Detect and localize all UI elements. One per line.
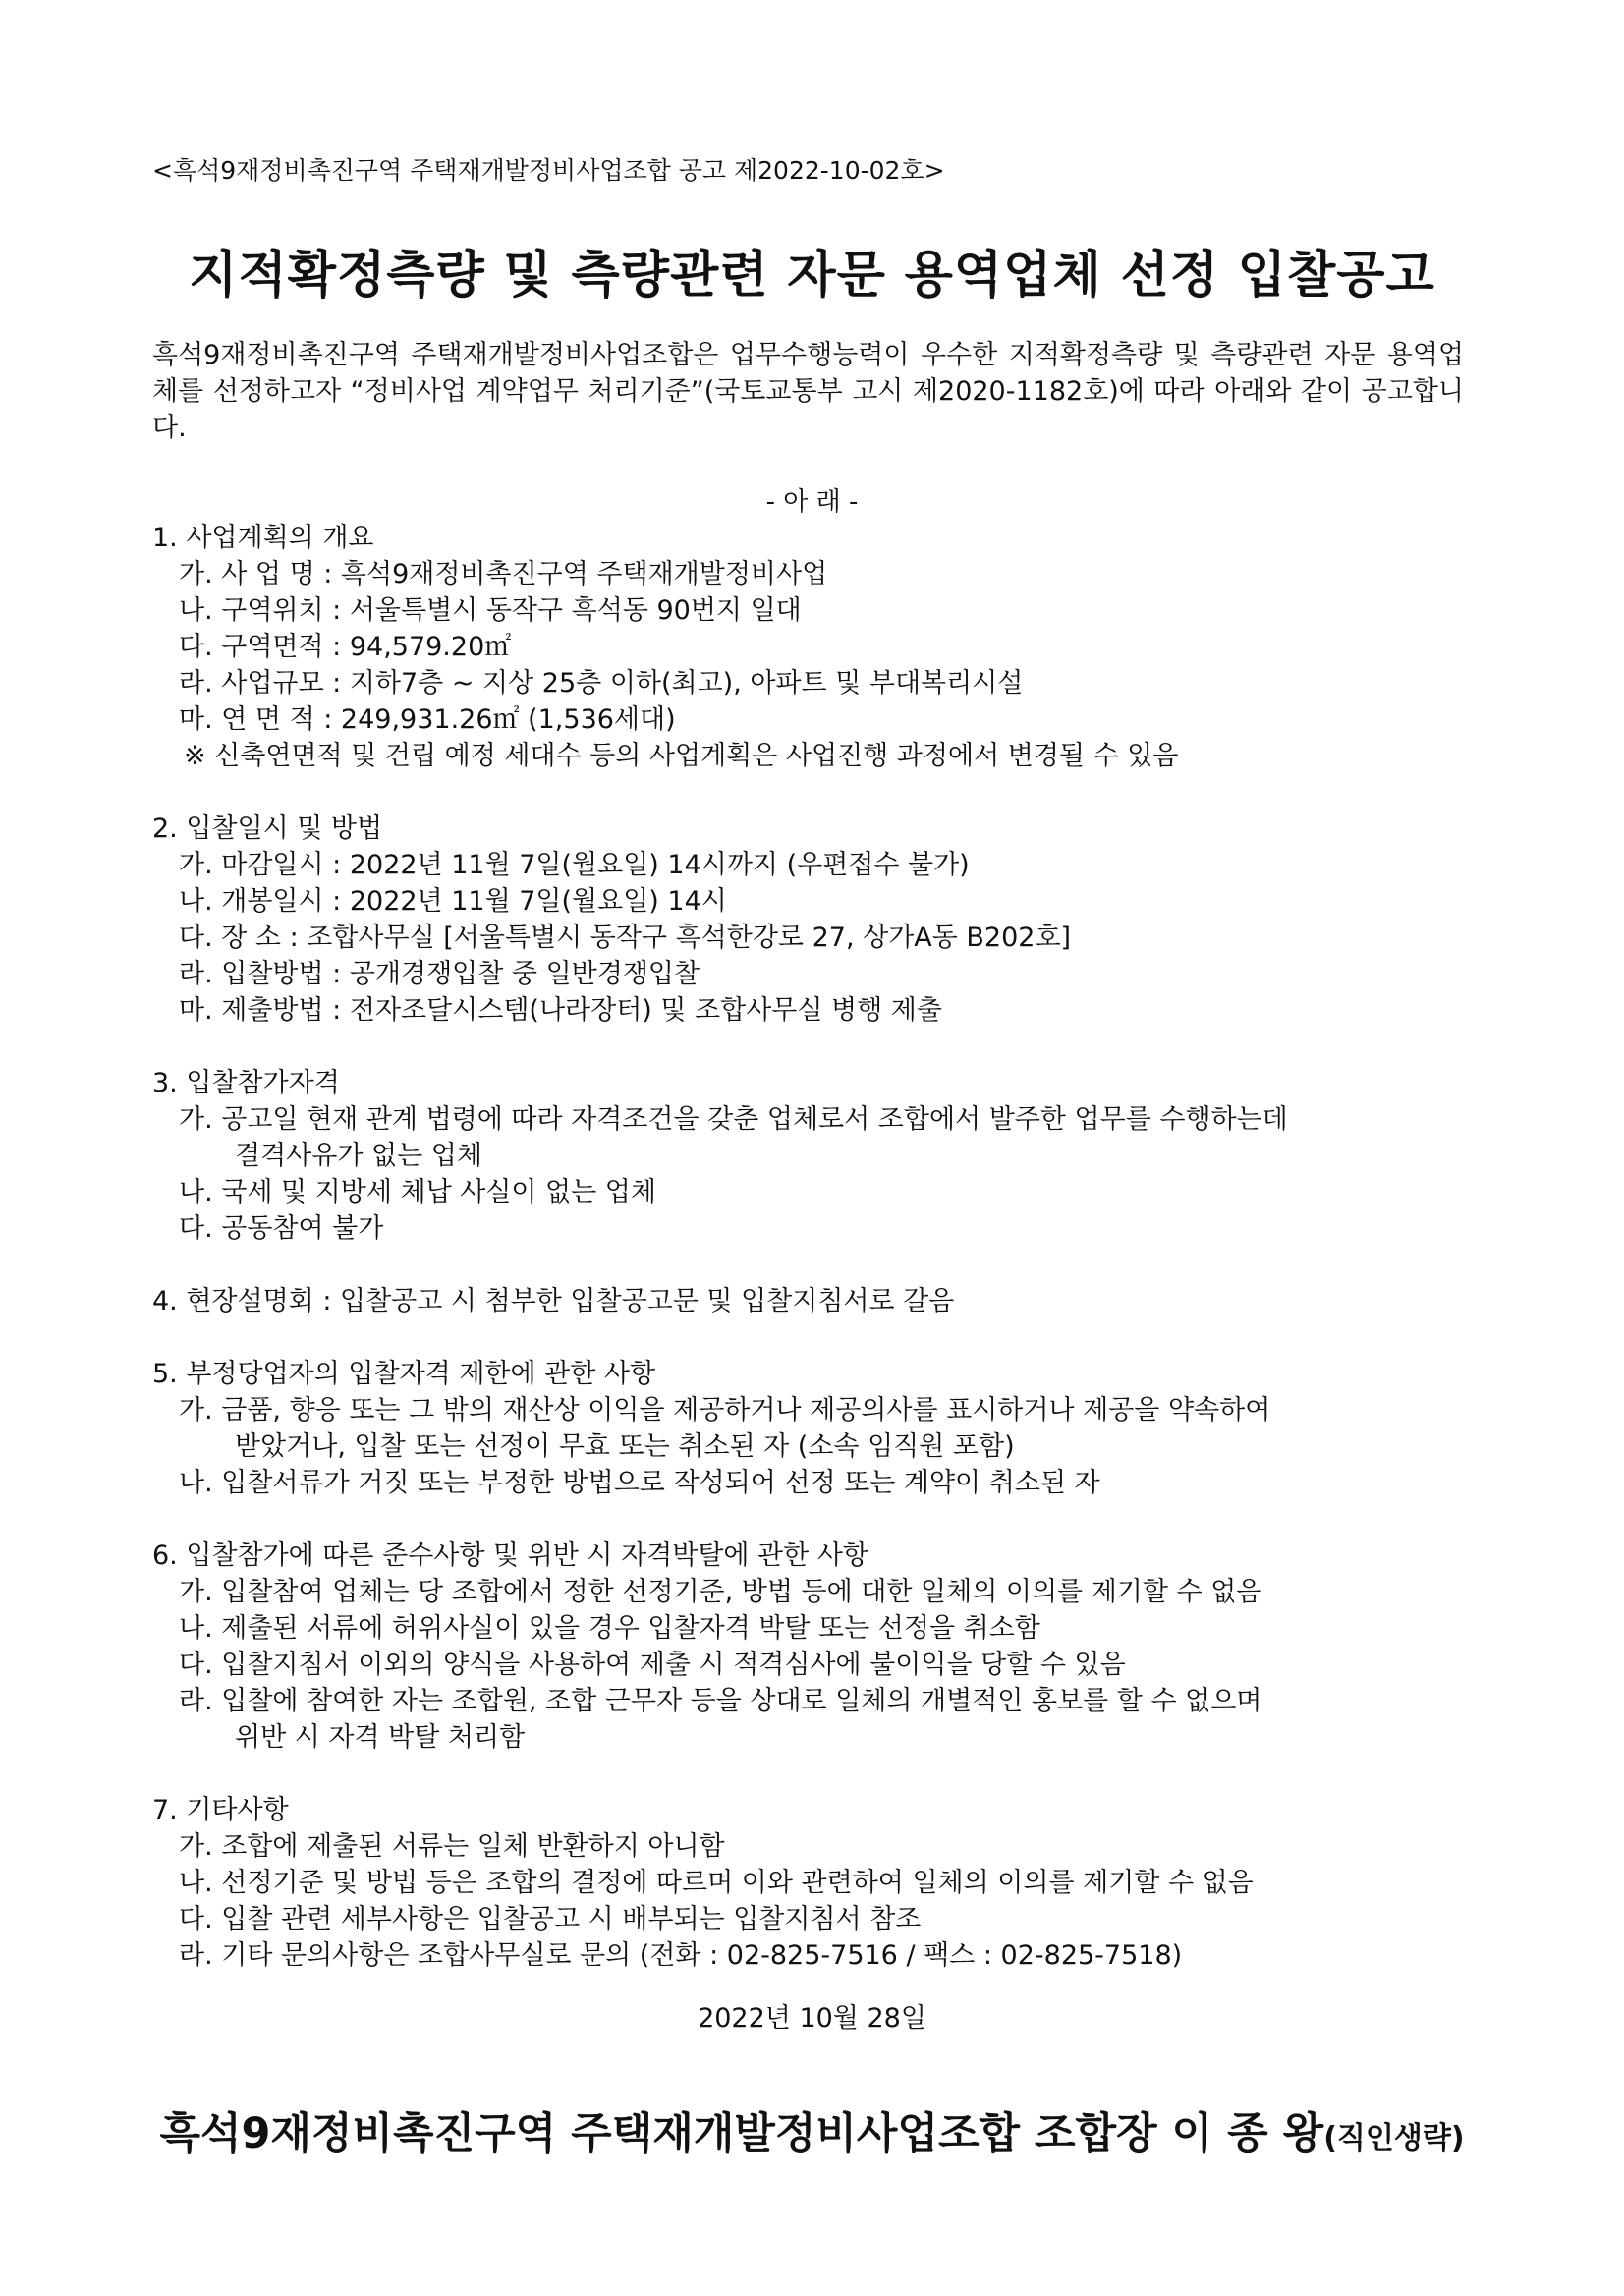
below-marker: - 아 래 - <box>765 487 859 517</box>
list-item: 다. 구역면적 : 94,579.20㎡ <box>179 632 512 662</box>
section-disqualification <box>152 1356 1469 1501</box>
list-item-continuation: 결격사유가 없는 업체 <box>235 1141 482 1171</box>
list-item: 마. 연 면 적 : 249,931.26㎡ (1,536세대) <box>179 704 676 735</box>
list-item: 라. 입찰에 참여한 자는 조합원, 조합 근무자 등을 상대로 일체의 개별적인 홍보를 할 수 없으며 <box>179 1686 1262 1716</box>
list-item: 다. 장 소 : 조합사무실 [서울특별시 동작구 흑석한강로 27, 상가A동 B202호] <box>179 923 1072 953</box>
list-item: 다. 입찰지침서 이외의 양식을 사용하여 제출 시 적격심사에 불이익을 당할 수 있음 <box>179 1650 1126 1680</box>
list-item: 나. 선정기준 및 방법 등은 조합의 결정에 따르며 이와 관련하여 일체의 이의를 제기할 수 없음 <box>179 1868 1254 1898</box>
list-item: 가. 금품, 향응 또는 그 밖의 재산상 이익을 제공하거나 제공의사를 표시하거나 제공을 약속하여 <box>179 1395 1271 1426</box>
section-heading: 6. 입찰참가에 따른 준수사항 및 위반 시 자격박탈에 관한 사항 <box>152 1540 868 1571</box>
section-heading: 4. 현장설명회 : 입찰공고 시 첨부한 입찰공고문 및 입찰지침서로 갈음 <box>152 1286 955 1316</box>
document-title: 지적확정측량 및 측량관련 자문 용역업체 선정 입찰공고 <box>189 247 1435 305</box>
list-item-continuation: 위반 시 자격 박탈 처리함 <box>235 1722 526 1753</box>
list-item: 라. 사업규모 : 지하7층 ~ 지상 25층 이하(최고), 아파트 및 부대복리시설 <box>179 668 1024 699</box>
list-item: 나. 제출된 서류에 허위사실이 있을 경우 입찰자격 박탈 또는 선정을 취소함 <box>179 1613 1040 1644</box>
list-item: 나. 국세 및 지방세 체납 사실이 없는 업체 <box>179 1177 656 1207</box>
list-item: 다. 입찰 관련 세부사항은 입찰공고 시 배부되는 입찰지침서 참조 <box>179 1904 922 1934</box>
section-heading: 5. 부정당업자의 입찰자격 제한에 관한 사항 <box>152 1359 656 1389</box>
document-body <box>152 520 1469 2010</box>
section-heading: 7. 기타사항 <box>152 1795 289 1825</box>
intro-paragraph: 흑석9재정비촉진구역 주택재개발정비사업조합은 업무수행능력이 우수한 지적확정측량 및 측량관련 자문 용역업체를 선정하고자 “정비사업 계약업무 처리기준”(국토교통부 고시 제2020-1182호)에 따라 아래와 같이 공고합니다. <box>152 340 1464 443</box>
section-project-overview <box>152 520 1469 774</box>
list-item: 나. 입찰서류가 거짓 또는 부정한 방법으로 작성되어 선정 또는 계약이 취소된 자 <box>179 1468 1100 1498</box>
section-site-briefing <box>152 1283 1469 1319</box>
list-item: 라. 기타 문의사항은 조합사무실로 문의 (전화 : 02-825-7516 / 팩스 : 02-825-7518) <box>179 1940 1183 1971</box>
notice-date: 2022년 10월 28일 <box>698 2003 926 2034</box>
list-item: 마. 제출방법 : 전자조달시스템(나라장터) 및 조합사무실 병행 제출 <box>179 995 942 1026</box>
list-item-continuation: 받았거나, 입찰 또는 선정이 무효 또는 취소된 자 (소속 임직원 포함) <box>235 1431 1015 1462</box>
list-item: 나. 개봉일시 : 2022년 11월 7일(월요일) 14시 <box>179 886 727 917</box>
signer-line <box>0 2100 1624 2160</box>
list-item: 가. 마감일시 : 2022년 11월 7일(월요일) 14시까지 (우편접수 불가) <box>179 850 970 880</box>
list-item: 다. 공동참여 불가 <box>179 1213 384 1244</box>
section-eligibility <box>152 1065 1469 1247</box>
list-item: 가. 공고일 현재 관계 법령에 따라 자격조건을 갖춘 업체로서 조합에서 발주한 업무를 수행하는데 <box>179 1104 1288 1135</box>
list-item: 가. 입찰참여 업체는 당 조합에서 정한 선정기준, 방법 등에 대한 일체의 이의를 제기할 수 없음 <box>179 1577 1262 1607</box>
signer-name: 흑석9재정비촉진구역 주택재개발정비사업조합 조합장 이 종 왕 <box>159 2109 1324 2158</box>
section-heading: 2. 입찰일시 및 방법 <box>152 813 383 844</box>
seal-note: (직인생략) <box>1323 2121 1465 2156</box>
list-item: 나. 구역위치 : 서울특별시 동작구 흑석동 90번지 일대 <box>179 595 802 626</box>
section-heading: 3. 입찰참가자격 <box>152 1068 340 1098</box>
list-item: 가. 조합에 제출된 서류는 일체 반환하지 아니함 <box>179 1831 725 1862</box>
section-bid-schedule <box>152 811 1469 1029</box>
list-item: 가. 사 업 명 : 흑석9재정비촉진구역 주택재개발정비사업 <box>179 559 828 589</box>
notice-number: <흑석9재정비촉진구역 주택재개발정비사업조합 공고 제2022-10-02호> <box>152 156 945 185</box>
list-item: 라. 입찰방법 : 공개경쟁입찰 중 일반경쟁입찰 <box>179 959 700 989</box>
section-heading: 1. 사업계획의 개요 <box>152 523 374 553</box>
section-note: ※ 신축연면적 및 건립 예정 세대수 등의 사업계획은 사업진행 과정에서 변경될 수 있음 <box>184 741 1179 771</box>
section-compliance <box>152 1538 1469 1756</box>
section-misc <box>152 1792 1469 1974</box>
